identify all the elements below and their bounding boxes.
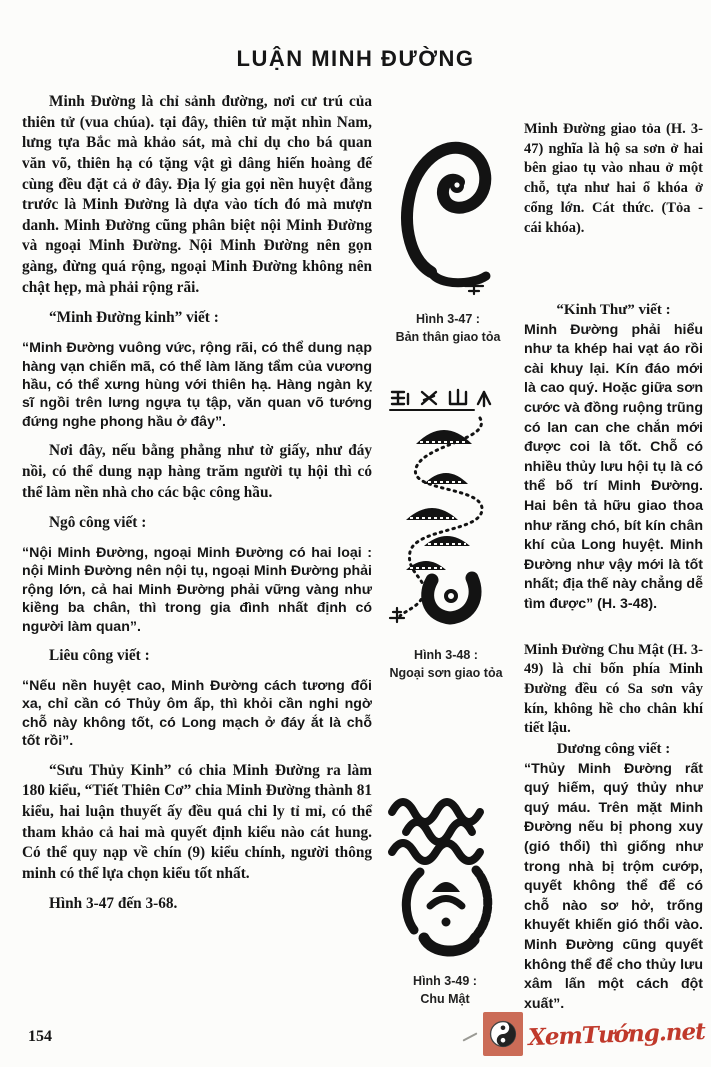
xemtuong-logo xyxy=(483,1012,705,1056)
page-number: 154 xyxy=(28,1028,52,1045)
heading-ngo-cong: Ngô công viết : xyxy=(49,514,147,532)
quote-lieu-cong: “Nếu nền huyệt cao, Minh Đường cách tương đối xa, chỉ cần có Thủy ôm ấp, thì khỏi cần nghi ngờ chỗ này không tốt, có Long mạch ở đáy ắt là chỗ tốt rồi”. xyxy=(22,677,372,750)
figure-348 xyxy=(378,382,514,682)
figure-348-caption: Hình 3-48 : Ngoại sơn giao tỏa xyxy=(389,648,503,680)
page-title: LUẬN MINH ĐƯỜNG xyxy=(236,46,475,71)
scan-mark xyxy=(462,1032,477,1041)
heading-minh-duong-kinh: “Minh Đường kinh” viết : xyxy=(49,309,219,327)
quote-ngo-cong: “Nội Minh Đường, ngoại Minh Đường có hai loại : nội Minh Đường nên nội tụ, ngoại Minh Đường phải rộng lớn, cả hai Minh Đường phải vững vàng như kiềng ba chân, thì trong gia đình nhất định có người làm quan”. xyxy=(22,544,372,635)
paragraph-intro: Minh Đường là chỉ sảnh đường, nơi cư trú của thiên tử (vua chúa). tại đây, thiên tử mặt nhìn Nam, lưng tựa Bắc mà khảo sát, mà chỉ dụ cho bá quan văn võ, thiên hạ có tặng vật gì dâng hiến hoàng đế cùng đều đặt cả ở đây. Địa lý gia gọi nền huyệt đằng trước là Minh Đường là dựa vào tích đó mà mượn danh. Minh Đường cũng phân biệt nội Minh Đường và ngoại Minh Đường. Nội Minh Đường nên gọn gàng, đừng quá rộng, ngoại Minh Đường không nên chật hẹp, mà phải rộng rãi. xyxy=(22,93,372,296)
paragraph-noi-day: Nơi đây, nếu bằng phẳng như tờ giấy, như đáy nồi, có thể dung nạp hàng trăm người tụ hội thì có thể làm nền nhà cho các bậc công hầu. xyxy=(22,442,372,501)
paragraph-duong-cong: “Thủy Minh Đường rất quý hiếm, quý thủy như quý máu. Trên mặt Minh Đường nếu bị phong xuy (gió thổi) thì giống như trong nhà bị trộm cướp, quyết không thể để có chỗ nào sơ hở, trống khuyết khiến gió thổi vào. Minh Đường cũng quyết không thể để cho thủy lưu xâm lấn một cách đột xuất”. xyxy=(524,760,703,1012)
left-text-column xyxy=(22,92,372,925)
heading-lieu-cong: Liêu công viết : xyxy=(49,647,150,665)
paragraph-giao-toa: Minh Đường giao tỏa (H. 3-47) nghĩa là hộ sa sơn ở hai bên giao tụ vào nhau ở một chỗ, tựa như hai ổ khóa ở cổng lớn. Cát thức. (Tỏa - cái khóa). xyxy=(524,121,703,236)
heading-duong-cong: Dương công viết : xyxy=(556,741,671,758)
figure-349-caption: Hình 3-49 : Chu Mật xyxy=(413,974,477,1006)
figure-349 xyxy=(380,786,510,1008)
figure-347 xyxy=(386,124,510,346)
paragraph-suu-thuy-kinh: “Sưu Thủy Kinh” có chia Minh Đường ra làm 180 kiểu, “Tiết Thiên Cơ” chia Minh Đường thành 81 kiểu, hai luận thuyết ấy đều quá chi ly tỉ mỉ, có thể tham khảo cả hai mà quyết định kiểu nào cát hung. Có thể quy nạp về chín (9) kiểu chính, người thông minh có thể lựa chọn kiểu tốt nhất. xyxy=(22,761,372,882)
heading-kinh-thu: “Kinh Thư” viết : xyxy=(556,302,671,319)
figure-348-chinese-label xyxy=(390,390,490,410)
figure-347-caption: Hình 3-47 : Bản thân giao tỏa xyxy=(395,312,501,344)
spiral-snake-drawing-icon xyxy=(393,124,503,296)
right-text-column xyxy=(524,120,703,1014)
yin-yang-icon xyxy=(483,1012,523,1056)
paragraph-chu-mat: Minh Đường Chu Mật (H. 3-49) là chỉ bốn phía Minh Đường đều có Sa sơn vây kín, không hề cho chân khí tiết lậu. xyxy=(524,641,703,737)
logo-text: XemTướng.net xyxy=(527,1017,706,1051)
winding-mountain-drawing-icon xyxy=(384,382,508,632)
paragraph-figure-range: Hình 3-47 đến 3-68. xyxy=(49,895,178,913)
enclosed-ridges-drawing-icon xyxy=(380,786,510,958)
paragraph-kinh-thu: Minh Đường phải hiểu như ta khép hai vạt áo rồi cài khuy lại. Kín đáo mới là cao quý. Hoặc giữa sơn cước và đồng ruộng trũng có lan can che chắn mới được coi là tốt. Chỗ có nhiều thủy lưu hội tụ là có thể bố trí Minh Đường. Hai bên tả hữu giao thoa như răng chó, bít kín chân khí của Long huyệt. Minh Đường như vậy mới là tốt nhất; địa thế này chẳng dễ tìm được” (H. 3-48). xyxy=(524,321,703,613)
mountain-shapes xyxy=(406,430,472,570)
quote-minh-duong-kinh: “Minh Đường vuông vức, rộng rãi, có thể dung nạp hàng vạn chiến mã, có thể làm lăng tẩm của vương hầu, có thể xưng hùng với thiên hạ. Hàng ngàn kỵ sĩ ngồi trên lưng ngựa tụ tập, văn quan võ tướng đứng nghe phong hầu ở đây”. xyxy=(22,340,372,430)
